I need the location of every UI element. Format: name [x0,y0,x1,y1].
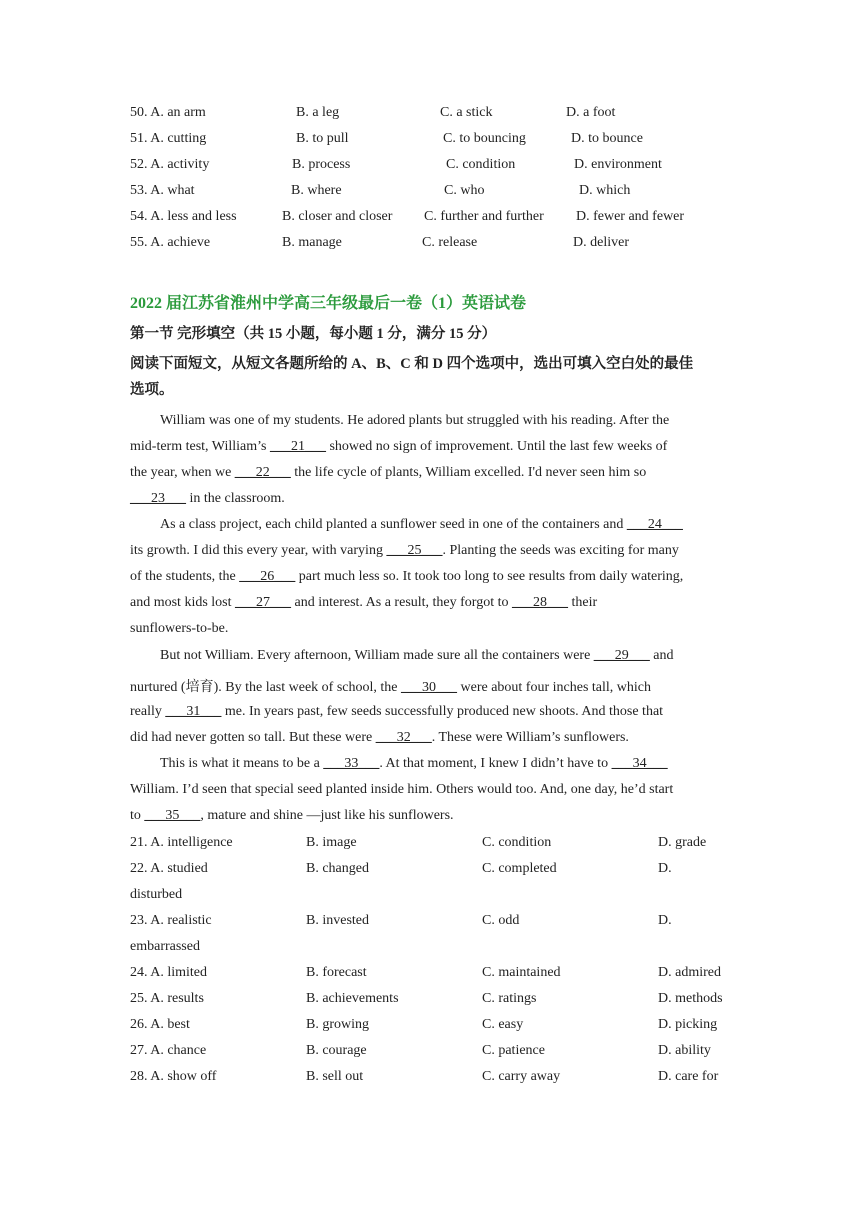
option-d-text: disturbed [130,887,183,902]
passage-line: nurtured (培育). By the last week of school, the ___30___ were about four inches tall, which [130,680,651,695]
passage-line: its growth. I did this every year, with varying ___25___. Planting the seeds was exciting for many [130,543,679,558]
blank-23: ___23___ [130,491,186,506]
option-d: D. deliver [573,235,629,250]
option-a: 22. A. studied [130,861,208,876]
option-a: 50. A. an arm [130,105,206,120]
option-c: C. completed [482,861,557,876]
passage-line: ___23___ in the classroom. [130,491,285,506]
option-b: B. where [291,183,342,198]
blank-32: ___32___ [375,730,432,745]
passage-line: the year, when we ___22___ the life cycle of plants, William excelled. I'd never seen him so [130,465,647,480]
option-d: D. [658,913,672,928]
passage-line: to ___35___, mature and shine —just like his sunflowers. [130,808,454,823]
option-b: B. invested [306,913,369,928]
blank-22: ___22___ [234,465,291,480]
option-a: 23. A. realistic [130,913,212,928]
option-c: C. a stick [440,105,493,120]
option-a: 55. A. achieve [130,235,211,250]
instructions-line-1: 阅读下面短文，从短文各题所给的 A、B、C 和 D 四个选项中，选出可填入空白处的最佳 [130,356,694,372]
option-c: C. maintained [482,965,561,980]
blank-33: ___33___ [323,756,380,771]
option-a: 52. A. activity [130,157,210,172]
passage-line: did had never gotten so tall. But these were ___32___. These were William’s sunflowers. [130,730,629,745]
option-b: B. growing [306,1017,369,1032]
blank-27: ___27___ [235,595,292,610]
blank-25: ___25___ [386,543,443,558]
option-c: C. patience [482,1043,545,1058]
passage-line: But not William. Every afternoon, William made sure all the containers were ___29___ and [160,648,674,663]
option-c: C. carry away [482,1069,561,1084]
option-b: B. forecast [306,965,367,980]
option-b: B. courage [306,1043,367,1058]
option-b: B. a leg [296,105,340,120]
option-d: D. ability [658,1043,711,1058]
option-d: D. which [579,183,631,198]
option-d: D. picking [658,1017,718,1032]
blank-34: ___34___ [611,756,668,771]
blank-30: ___30___ [401,680,457,695]
passage-line: and most kids lost ___27___ and interest. As a result, they forgot to ___28___ their [130,595,598,610]
blank-28: ___28___ [512,595,568,610]
option-b: B. image [306,835,357,850]
passage-line: sunflowers-to-be. [130,621,229,636]
option-d: D. to bounce [571,131,643,146]
blank-21: ___21___ [269,439,326,454]
option-d: D. grade [658,835,707,850]
instructions-line-2: 选项。 [130,382,174,398]
option-a: 51. A. cutting [130,131,207,146]
option-d: D. methods [658,991,723,1006]
blank-24: ___24___ [626,517,683,532]
option-a: 28. A. show off [130,1069,217,1084]
option-d: D. care for [658,1069,719,1084]
option-d: D. fewer and fewer [576,209,685,224]
passage-line: William was one of my students. He adored plants but struggled with his reading. After the [160,413,670,428]
option-c: C. who [444,183,485,198]
option-a: 27. A. chance [130,1043,207,1058]
option-a: 26. A. best [130,1017,190,1032]
option-d: D. a foot [566,105,616,120]
option-b: B. to pull [296,131,349,146]
passage-line: This is what it means to be a ___33___. At that moment, I knew I didn’t have to ___34___ [160,756,668,771]
option-b: B. manage [282,235,342,250]
passage-line: mid-term test, William’s ___21___ showed no sign of improvement. Until the last few weeks of [130,439,668,454]
passage-line: William. I’d seen that special seed planted inside him. Others would too. And, one day, he’d start [130,782,674,797]
option-b: B. closer and closer [282,209,393,224]
option-a: 25. A. results [130,991,204,1006]
option-d-text: embarrassed [130,939,200,954]
blank-31: ___31___ [165,704,222,719]
exam-title: 2022 届江苏省淮州中学高三年级最后一卷（1）英语试卷 [130,295,527,312]
blank-29: ___29___ [593,648,650,663]
option-d: D. admired [658,965,721,980]
option-c: C. to bouncing [443,131,526,146]
option-a: 53. A. what [130,183,195,198]
option-a: 21. A. intelligence [130,835,233,850]
passage-line: As a class project, each child planted a sunflower seed in one of the containers and ___24___ [160,517,683,532]
section-heading: 第一节 完形填空（共 15 小题，每小题 1 分，满分 15 分） [130,326,497,342]
option-c: C. odd [482,913,520,928]
option-c: C. condition [482,835,552,850]
option-c: C. ratings [482,991,537,1006]
option-d: D. environment [574,157,662,172]
blank-26: ___26___ [239,569,296,584]
option-b: B. changed [306,861,369,876]
option-b: B. process [292,157,351,172]
option-a: 54. A. less and less [130,209,237,224]
passage-line: really ___31___ me. In years past, few seeds successfully produced new shoots. And those that [130,704,664,719]
option-a: 24. A. limited [130,965,207,980]
option-b: B. sell out [306,1069,364,1084]
option-d: D. [658,861,672,876]
option-c: C. release [422,235,478,250]
passage-line: of the students, the ___26___ part much less so. It took too long to see results from daily watering, [130,569,684,584]
blank-35: ___35___ [144,808,201,823]
option-b: B. achievements [306,991,399,1006]
option-c: C. further and further [424,209,544,224]
option-c: C. easy [482,1017,524,1032]
option-c: C. condition [446,157,516,172]
